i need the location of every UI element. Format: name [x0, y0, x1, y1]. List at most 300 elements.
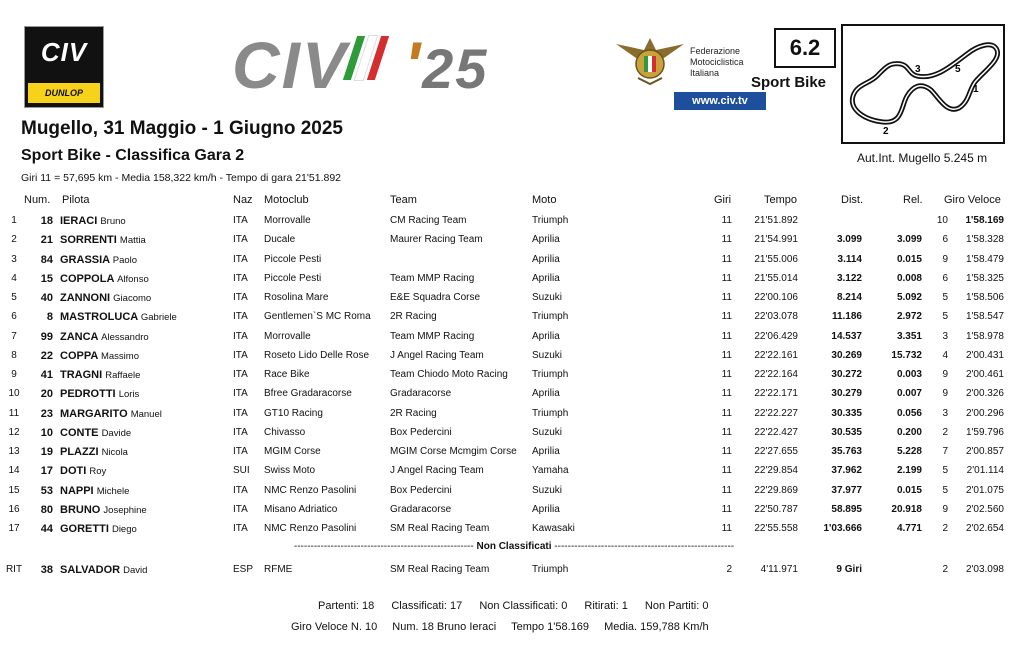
col-gap: Dist. — [841, 194, 863, 206]
rider-bike: Aprilia — [532, 446, 560, 457]
rider-first-name: Roy — [89, 466, 107, 478]
gap-to-previous: 0.200 — [896, 426, 922, 438]
rider-bike: Aprilia — [532, 503, 560, 515]
rider-nationality: ESP — [233, 564, 254, 575]
rider-name — [60, 311, 177, 323]
rider-last-name: MASTROLUCA — [60, 311, 138, 324]
gap-to-previous: 2.199 — [896, 465, 922, 477]
race-time: 21'55.014 — [754, 272, 798, 284]
laps-completed: 11 — [721, 349, 732, 361]
result-position: 9 — [11, 369, 17, 380]
rider-first-name: Bruno — [100, 216, 126, 227]
rider-bike: Aprilia — [532, 234, 560, 246]
gap-to-previous: 0.008 — [896, 272, 922, 284]
best-lap-time: 2'02.560 — [965, 503, 1004, 515]
mugello-track-icon — [843, 26, 1003, 142]
fmi-name — [690, 46, 744, 79]
rider-nationality: ITA — [233, 272, 248, 284]
class-label: Sport Bike — [751, 74, 827, 91]
rider-first-name: Paolo — [112, 254, 138, 266]
rider-team: Gradaracorse — [390, 388, 452, 400]
laps-completed: 11 — [721, 253, 732, 265]
race-time: 21'51.892 — [754, 215, 798, 226]
table-row — [0, 462, 1024, 481]
gap-to-previous: 2.972 — [896, 311, 922, 323]
best-lap-time: 1'58.978 — [965, 330, 1004, 342]
corner-5-label: 5 — [955, 64, 961, 75]
col-rider: Pilota — [62, 194, 90, 206]
col-team: Team — [390, 194, 417, 206]
circuit-info: Aut.Int. Mugello 5.245 m — [857, 151, 988, 165]
rider-bike: Triumph — [532, 369, 569, 380]
rider-last-name: TRAGNI — [60, 369, 103, 381]
best-lap-time: 2'00.326 — [965, 388, 1004, 400]
table-row — [0, 308, 1024, 327]
rider-first-name: Alfonso — [117, 273, 149, 285]
rider-first-name: Giacomo — [113, 293, 152, 304]
rider-motoclub: Piccole Pesti — [264, 272, 322, 284]
laps-completed: 11 — [721, 388, 732, 400]
rider-last-name: ZANCA — [60, 330, 99, 343]
gap-to-previous: 5.092 — [896, 292, 922, 303]
corner-3-label: 3 — [915, 64, 921, 75]
rider-first-name: David — [123, 565, 148, 576]
rider-bike: Aprilia — [532, 253, 560, 265]
summary-counts — [318, 600, 722, 612]
rider-last-name: COPPA — [60, 349, 98, 362]
rider-number: 17 — [40, 465, 53, 478]
rider-motoclub: Gentlemen`S MC Roma — [264, 311, 371, 323]
race-time: 22'22.161 — [754, 349, 798, 361]
laps-completed: 11 — [721, 484, 732, 496]
best-lap-time: 1'58.547 — [965, 311, 1004, 323]
gap-to-leader: 11.186 — [831, 311, 862, 323]
gap-to-leader: 58.895 — [831, 503, 862, 515]
rider-nationality: ITA — [233, 388, 248, 400]
table-row — [0, 289, 1024, 308]
rider-motoclub: Race Bike — [264, 369, 310, 380]
table-row — [0, 443, 1024, 462]
table-row — [0, 270, 1024, 289]
summary-classified: Classificati: 17 — [391, 600, 463, 612]
rider-name — [60, 465, 106, 477]
gap-to-previous: 0.056 — [896, 407, 922, 419]
rider-nationality: ITA — [233, 311, 248, 323]
summary-starters: Partenti: 18 — [318, 600, 375, 612]
rider-team: Box Pedercini — [390, 484, 452, 496]
race-time: 22'00.106 — [754, 292, 798, 303]
rider-first-name: Massimo — [100, 350, 139, 362]
rider-last-name: IERACI — [60, 215, 98, 227]
rider-number: 23 — [40, 407, 53, 420]
rider-number: 40 — [40, 292, 53, 304]
best-lap-number: 6 — [942, 234, 948, 246]
race-time: 22'03.078 — [754, 311, 798, 323]
rider-team: Box Pedercini — [390, 426, 452, 438]
col-laps: Giri — [714, 194, 732, 206]
rider-motoclub: GT10 Racing — [264, 407, 323, 419]
rider-nationality: ITA — [233, 407, 248, 419]
gap-to-leader: 30.535 — [831, 426, 862, 438]
rider-nationality: ITA — [233, 446, 248, 457]
laps-completed: 11 — [721, 465, 732, 477]
gap-to-previous: 15.732 — [891, 349, 922, 361]
best-lap-time: 1'58.169 — [965, 215, 1004, 226]
result-position: 8 — [11, 349, 17, 361]
dunlop-badge-text: DUNLOP — [28, 83, 100, 103]
fastest-lap-rider: Num. 18 Bruno Ieraci — [392, 621, 497, 633]
race-time: 22'22.171 — [754, 388, 798, 400]
laps-completed: 2 — [726, 564, 732, 575]
rider-first-name: Loris — [118, 389, 140, 401]
col-nat: Naz — [233, 194, 253, 206]
best-lap-time: 1'58.325 — [965, 272, 1004, 284]
best-lap-time: 1'58.328 — [965, 234, 1004, 246]
event-subtitle: Sport Bike - Classifica Gara 2 — [21, 147, 245, 164]
rider-bike: Aprilia — [532, 272, 560, 284]
best-lap-number: 5 — [942, 311, 948, 323]
rider-motoclub: Bfree Gradaracorse — [264, 388, 352, 400]
rider-motoclub: Morrovalle — [264, 330, 311, 342]
rider-nationality: ITA — [233, 426, 248, 438]
rider-last-name: MARGARITO — [60, 407, 128, 420]
race-info: Giri 11 = 57,695 km - Media 158,322 km/h - Tempo di gara 21'51.892 — [21, 172, 342, 184]
best-lap-number: 6 — [942, 272, 948, 284]
gap-to-previous: 3.099 — [896, 234, 922, 246]
rider-name — [60, 446, 128, 458]
rider-first-name: Josephine — [103, 504, 147, 516]
result-position: 4 — [11, 272, 17, 284]
rider-nationality: ITA — [233, 234, 248, 246]
rider-number: 53 — [40, 484, 53, 497]
result-position: 13 — [8, 446, 20, 457]
gap-to-leader: 30.272 — [831, 369, 862, 380]
rider-number: 21 — [40, 234, 53, 247]
civ25-logo — [232, 30, 488, 100]
best-lap-number: 9 — [942, 253, 948, 265]
rider-first-name: Nicola — [101, 447, 128, 458]
rider-bike: Aprilia — [532, 388, 560, 400]
corner-2-label: 2 — [883, 126, 889, 137]
result-position: 14 — [8, 465, 20, 477]
rider-motoclub: MGIM Corse — [264, 446, 321, 457]
result-position: 11 — [8, 407, 20, 419]
fastest-lap-summary — [291, 621, 721, 633]
laps-completed: 11 — [721, 446, 732, 457]
rider-number: 10 — [40, 426, 53, 439]
col-time: Tempo — [764, 194, 798, 206]
rider-number: 22 — [40, 349, 53, 362]
rider-team: 2R Racing — [390, 311, 437, 323]
table-row — [0, 366, 1024, 385]
best-lap-time: 1'58.479 — [965, 253, 1004, 265]
rider-nationality: ITA — [233, 292, 248, 303]
race-time: 22'06.429 — [754, 330, 798, 342]
table-row — [0, 482, 1024, 501]
rider-bike: Triumph — [532, 311, 569, 323]
table-row — [0, 231, 1024, 250]
rider-nationality: ITA — [233, 369, 248, 380]
apostrophe-mark: ' — [404, 28, 423, 102]
rider-last-name: GORETTI — [60, 523, 109, 535]
rider-first-name: Davide — [101, 427, 132, 439]
rider-name — [60, 215, 126, 227]
race-time: 22'50.787 — [754, 503, 798, 515]
rider-nationality: ITA — [233, 484, 248, 496]
race-time: 22'22.164 — [754, 369, 798, 380]
rider-name — [60, 408, 162, 420]
civ-logo-year: 25 — [422, 37, 489, 100]
laps-completed: 11 — [721, 369, 732, 380]
best-lap-time: 2'00.857 — [965, 446, 1004, 457]
gap-to-leader: 1'03.666 — [823, 523, 862, 534]
rider-number: 44 — [40, 523, 53, 535]
result-position: 12 — [8, 426, 20, 438]
rider-bike: Kawasaki — [532, 523, 575, 534]
col-club: Motoclub — [264, 194, 309, 206]
rider-name — [60, 254, 137, 266]
best-lap-number: 9 — [942, 388, 948, 400]
best-lap-number: 2 — [942, 426, 948, 438]
rider-name — [60, 273, 149, 285]
best-lap-number: 3 — [942, 330, 948, 342]
rider-bike: Triumph — [532, 564, 569, 575]
rider-number: 99 — [40, 330, 53, 343]
rider-motoclub: Chivasso — [264, 426, 306, 438]
col-num: Num. — [24, 194, 51, 206]
rider-last-name: ZANNONI — [60, 292, 111, 304]
corner-1-label: 1 — [973, 84, 979, 95]
race-time: 22'29.869 — [754, 484, 798, 496]
result-position: 3 — [11, 253, 17, 265]
rider-team: Team MMP Racing — [390, 330, 475, 342]
best-lap-number: 9 — [942, 369, 948, 380]
table-row — [0, 328, 1024, 347]
rider-bike: Suzuki — [532, 426, 563, 438]
rider-team: J Angel Racing Team — [390, 349, 484, 361]
rider-motoclub: Morrovalle — [264, 215, 311, 226]
rider-name — [60, 331, 149, 343]
gap-to-previous: 0.015 — [896, 484, 922, 496]
rider-first-name: Manuel — [130, 408, 162, 420]
rider-number: 38 — [40, 564, 53, 576]
civ-logo-text: CIV — [232, 28, 349, 102]
rider-team: Team Chiodo Moto Racing — [390, 369, 508, 380]
rider-motoclub: Swiss Moto — [264, 465, 316, 477]
rider-last-name: BRUNO — [60, 503, 101, 516]
civ-badge-text: CIV — [40, 37, 88, 67]
rider-first-name: Alessandro — [101, 331, 149, 343]
result-position: 5 — [11, 292, 17, 303]
gap-to-previous: 5.228 — [896, 446, 922, 457]
laps-completed: 11 — [721, 215, 732, 226]
table-row — [0, 251, 1024, 270]
best-lap-number: 7 — [942, 446, 948, 457]
rider-name — [60, 234, 146, 246]
website-link[interactable]: www.civ.tv — [674, 92, 766, 110]
table-row — [0, 501, 1024, 520]
col-rel: Rel. — [903, 194, 923, 206]
rider-motoclub: Piccole Pesti — [264, 253, 322, 265]
rider-first-name: Gabriele — [140, 312, 177, 324]
rider-number: 20 — [40, 388, 53, 401]
laps-completed: 11 — [721, 311, 732, 323]
best-lap-time: 2'03.098 — [965, 564, 1004, 575]
gap-to-leader: 30.335 — [831, 407, 862, 419]
rider-motoclub: Ducale — [264, 234, 296, 246]
rider-bike: Suzuki — [532, 484, 563, 496]
rider-nationality: ITA — [233, 215, 248, 226]
rider-name — [60, 369, 140, 381]
gap-to-leader: 37.962 — [831, 465, 862, 477]
table-row — [0, 405, 1024, 424]
rider-last-name: NAPPI — [60, 484, 94, 497]
result-position: 15 — [8, 484, 20, 496]
rider-motoclub: RFME — [264, 564, 293, 575]
summary-non-classified: Non Classificati: 0 — [479, 600, 568, 612]
best-lap-time: 2'00.431 — [965, 349, 1004, 361]
gap-to-leader: 14.537 — [831, 330, 862, 342]
rider-motoclub: NMC Renzo Pasolini — [264, 523, 357, 534]
rider-number: 15 — [40, 272, 53, 285]
rider-bike: Aprilia — [532, 330, 560, 342]
laps-completed: 11 — [721, 272, 732, 284]
best-lap-time: 2'01.075 — [965, 484, 1004, 496]
best-lap-number: 3 — [942, 407, 948, 419]
result-position: 6 — [11, 311, 17, 323]
rider-last-name: DOTI — [60, 465, 87, 478]
gap-to-leader: 8.214 — [836, 292, 862, 303]
gap-to-previous: 4.771 — [896, 523, 922, 534]
result-position: 7 — [11, 330, 17, 342]
gap-to-previous: 0.003 — [896, 369, 922, 380]
best-lap-number: 5 — [942, 465, 948, 477]
laps-completed: 11 — [721, 330, 732, 342]
race-time: 21'55.006 — [754, 253, 798, 265]
best-lap-number: 2 — [942, 523, 948, 534]
fastest-lap-speed: Media. 159,788 Km/h — [604, 621, 709, 633]
rider-last-name: GRASSIA — [60, 253, 110, 266]
gap-to-previous: 3.351 — [896, 330, 922, 342]
rider-team: Team MMP Racing — [390, 272, 475, 284]
gap-to-leader: 3.114 — [837, 253, 862, 265]
rider-last-name: COPPOLA — [60, 272, 114, 285]
rider-team: MGIM Corse Mcmgim Corse — [390, 446, 517, 457]
document-number: 6.2 — [774, 28, 836, 68]
rider-last-name: PLAZZI — [60, 446, 99, 458]
best-lap-number: 2 — [942, 564, 948, 575]
fmi-line-2: Motociclistica — [690, 57, 744, 67]
rider-motoclub: Misano Adriatico — [264, 503, 338, 515]
gap-to-previous: 0.007 — [896, 388, 922, 400]
gap-to-previous: 0.015 — [896, 253, 922, 265]
rider-name — [60, 427, 131, 439]
race-time: 22'27.655 — [754, 446, 798, 457]
rider-last-name: PEDROTTI — [60, 388, 116, 401]
table-row — [0, 561, 1024, 580]
rider-name — [60, 292, 151, 304]
race-time: 22'22.227 — [754, 407, 798, 419]
rider-first-name: Mattia — [119, 235, 146, 247]
fmi-line-3: Italiana — [690, 68, 720, 78]
rider-bike: Triumph — [532, 215, 569, 226]
rider-motoclub: Roseto Lido Delle Rose — [264, 349, 370, 361]
gap-to-leader: 35.763 — [831, 446, 862, 457]
rider-nationality: ITA — [233, 349, 248, 361]
rider-number: 19 — [40, 446, 53, 458]
laps-completed: 11 — [721, 523, 732, 534]
non-classified-label: Non Classificati — [476, 541, 552, 552]
gap-to-leader: 37.977 — [831, 484, 862, 496]
best-lap-time: 1'58.506 — [965, 292, 1004, 303]
rider-name — [60, 350, 139, 362]
rider-name — [60, 523, 137, 535]
rider-number: 84 — [40, 253, 53, 266]
laps-completed: 11 — [721, 292, 732, 303]
table-row — [0, 424, 1024, 443]
table-row — [0, 520, 1024, 539]
rider-nationality: SUI — [233, 465, 250, 477]
best-lap-time: 2'01.114 — [966, 465, 1004, 477]
summary-non-starters: Non Partiti: 0 — [644, 600, 709, 612]
rider-number: 41 — [40, 369, 53, 381]
race-time: 22'55.558 — [754, 523, 798, 534]
result-position: RIT — [5, 564, 23, 575]
laps-completed: 11 — [721, 407, 732, 419]
rider-nationality: ITA — [233, 523, 248, 534]
rider-last-name: CONTE — [60, 426, 99, 439]
rider-number: 80 — [40, 503, 53, 516]
rider-name — [60, 485, 129, 497]
event-title: Mugello, 31 Maggio - 1 Giugno 2025 — [21, 118, 343, 139]
table-row — [0, 212, 1024, 231]
gap-to-leader: 30.269 — [831, 349, 862, 361]
rider-team: E&E Squadra Corse — [390, 292, 481, 303]
laps-completed: 11 — [721, 503, 732, 515]
rider-last-name: SORRENTI — [60, 234, 117, 247]
best-lap-number: 4 — [942, 349, 948, 361]
race-time: 22'29.854 — [754, 465, 798, 477]
gap-to-leader: 3.122 — [836, 272, 862, 284]
best-lap-time: 2'00.296 — [965, 407, 1004, 419]
best-lap-number: 10 — [936, 215, 948, 226]
non-classified-divider: ------------------------------------------------------ Non Classificati ------------------------------------------------------ — [293, 541, 735, 552]
rider-first-name: Michele — [96, 485, 130, 497]
rider-bike: Yamaha — [532, 465, 569, 477]
track-map — [841, 24, 1005, 144]
best-lap-time: 2'00.461 — [965, 369, 1004, 380]
rider-motoclub: Rosolina Mare — [264, 292, 329, 303]
fmi-line-1: Federazione — [690, 46, 741, 56]
result-position: 2 — [11, 234, 17, 246]
race-time: 21'54.991 — [754, 234, 798, 246]
race-time: 4'11.971 — [760, 564, 798, 575]
rider-first-name: Diego — [111, 524, 137, 535]
col-bike: Moto — [532, 194, 557, 206]
rider-name — [60, 504, 147, 516]
gap-to-leader: 3.099 — [836, 234, 862, 246]
rider-name — [60, 564, 147, 576]
rider-team: J Angel Racing Team — [390, 465, 484, 477]
rider-nationality: ITA — [233, 330, 248, 342]
fastest-lap-label: Giro Veloce N. 10 — [291, 621, 378, 633]
gap-to-leader: 9 Giri — [836, 564, 862, 575]
best-lap-number: 9 — [942, 503, 948, 515]
rider-number: 18 — [40, 215, 53, 227]
rider-bike: Suzuki — [532, 349, 563, 361]
laps-completed: 11 — [721, 234, 732, 246]
best-lap-time: 1'59.796 — [965, 426, 1004, 438]
